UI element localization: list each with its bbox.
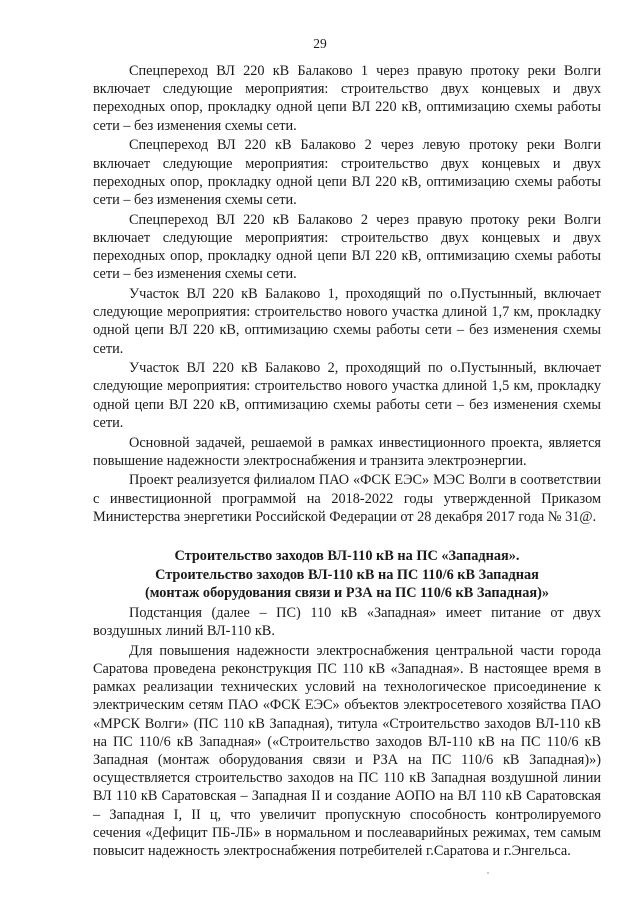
paragraph-section-balakovo2: Участок ВЛ 220 кВ Балаково 2, проходящий по о.Пустынный, включает следующие мероприятия: строительство нового участка длиной 1,5 км, прокладку одной цепи ВЛ 220 кВ, оптимизацию схемы работы сети – без изменения схемы сети. — [93, 360, 601, 431]
heading-line-1: Строительство заходов ВЛ-110 кВ на ПС «Западная». — [174, 548, 520, 565]
paragraph-section-balakovo1: Участок ВЛ 220 кВ Балаково 1, проходящий по о.Пустынный, включает следующие мероприятия: строительство нового участка длиной 1,7 км, прокладку одной цепи ВЛ 220 кВ, оптимизацию схемы работы сети – без изменения схемы сети. — [93, 285, 601, 357]
paragraph-crossing-balakovo2-right: Спецпереход ВЛ 220 кВ Балаково 2 через правую протоку реки Волги включает следующие мероприятия: строительство двух концевых и двух переходных опор, прокладку одной цепи ВЛ 220 кВ, оптимизацию схемы работы сети – без изменения схемы сети. — [93, 211, 601, 283]
paragraph-main-objective: Основной задачей, решаемой в рамках инвестиционного проекта, является повышение надежности электроснабжения и транзита электроэнергии. — [93, 434, 601, 469]
paragraph-crossing-balakovo2-left: Спецпереход ВЛ 220 кВ Балаково 2 через левую протоку реки Волги включает следующие мероприятия: строительство двух концевых и двух переходных опор, прокладку одной цепи ВЛ 220 кВ, оптимизацию схемы работы сети – без изменения схемы сети. — [93, 137, 601, 208]
paragraph-project-implementation: Проект реализуется филиалом ПАО «ФСК ЕЭС» МЭС Волги в соответствии с инвестиционной программой на 2018-2022 годы утвержденной Приказом Министерства энергетики Российской Федерации от 28 декабря 2017 года № 31@. — [93, 472, 601, 525]
heading-line-3: (монтаж оборудования связи и РЗА на ПС 110/6 кВ Западная)» — [144, 585, 550, 602]
paragraph-crossing-balakovo1-right: Спецпереход ВЛ 220 кВ Балаково 1 через правую протоку реки Волги включает следующие мероприятия: строительство двух концевых и двух переходных опор, прокладку одной цепи ВЛ 220 кВ, оптимизацию схемы работы сети – без изменения схемы сети. — [93, 63, 601, 134]
section-heading — [93, 547, 601, 603]
page-number: 29 — [313, 36, 327, 51]
page-body — [93, 62, 601, 860]
paragraph-substation-supply: Подстанция (далее – ПС) 110 кВ «Западная» имеет питание от двух воздушных линий ВЛ-110 кВ. — [93, 604, 601, 640]
heading-line-2: Строительство заходов ВЛ-110 кВ на ПС 110/6 кВ Западная — [155, 566, 539, 583]
scan-speck — [487, 872, 489, 874]
paragraph-reconstruction: Для повышения надежности электроснабжения центральной части города Саратова проведена реконструкция ПС 110 кВ «Западная». В настоящее время в рамках реализации технических условий на технологическое присоединение к электрическим сетям ПАО «ФСК ЕЭС» объектов электросетевого хозяйства ПАО «МРСК Волги» (ПС 110 кВ Западная), титула «Строительство заходов ВЛ-110 кВ на ПС 110/6 кВ Западная» («Строительство заходов ВЛ-110 кВ на ПС 110/6 кВ Западная (монтаж оборудования связи и РЗА на ПС 110/6 кВ Западная)») осуществляется строительство заходов на ПС 110 кВ Западная воздушной линии ВЛ 110 кВ Саратовская – Западная II и создание АОПО на ВЛ 110 кВ Саратовская – Западная I, II ц, что увеличит пропускную способность контролируемого сечения «Дефицит ПБ-ЛБ» в нормальном и послеаварийных режимах, тем самым повысит надежность электроснабжения потребителей г.Саратова и г.Энгельса. — [93, 642, 601, 859]
